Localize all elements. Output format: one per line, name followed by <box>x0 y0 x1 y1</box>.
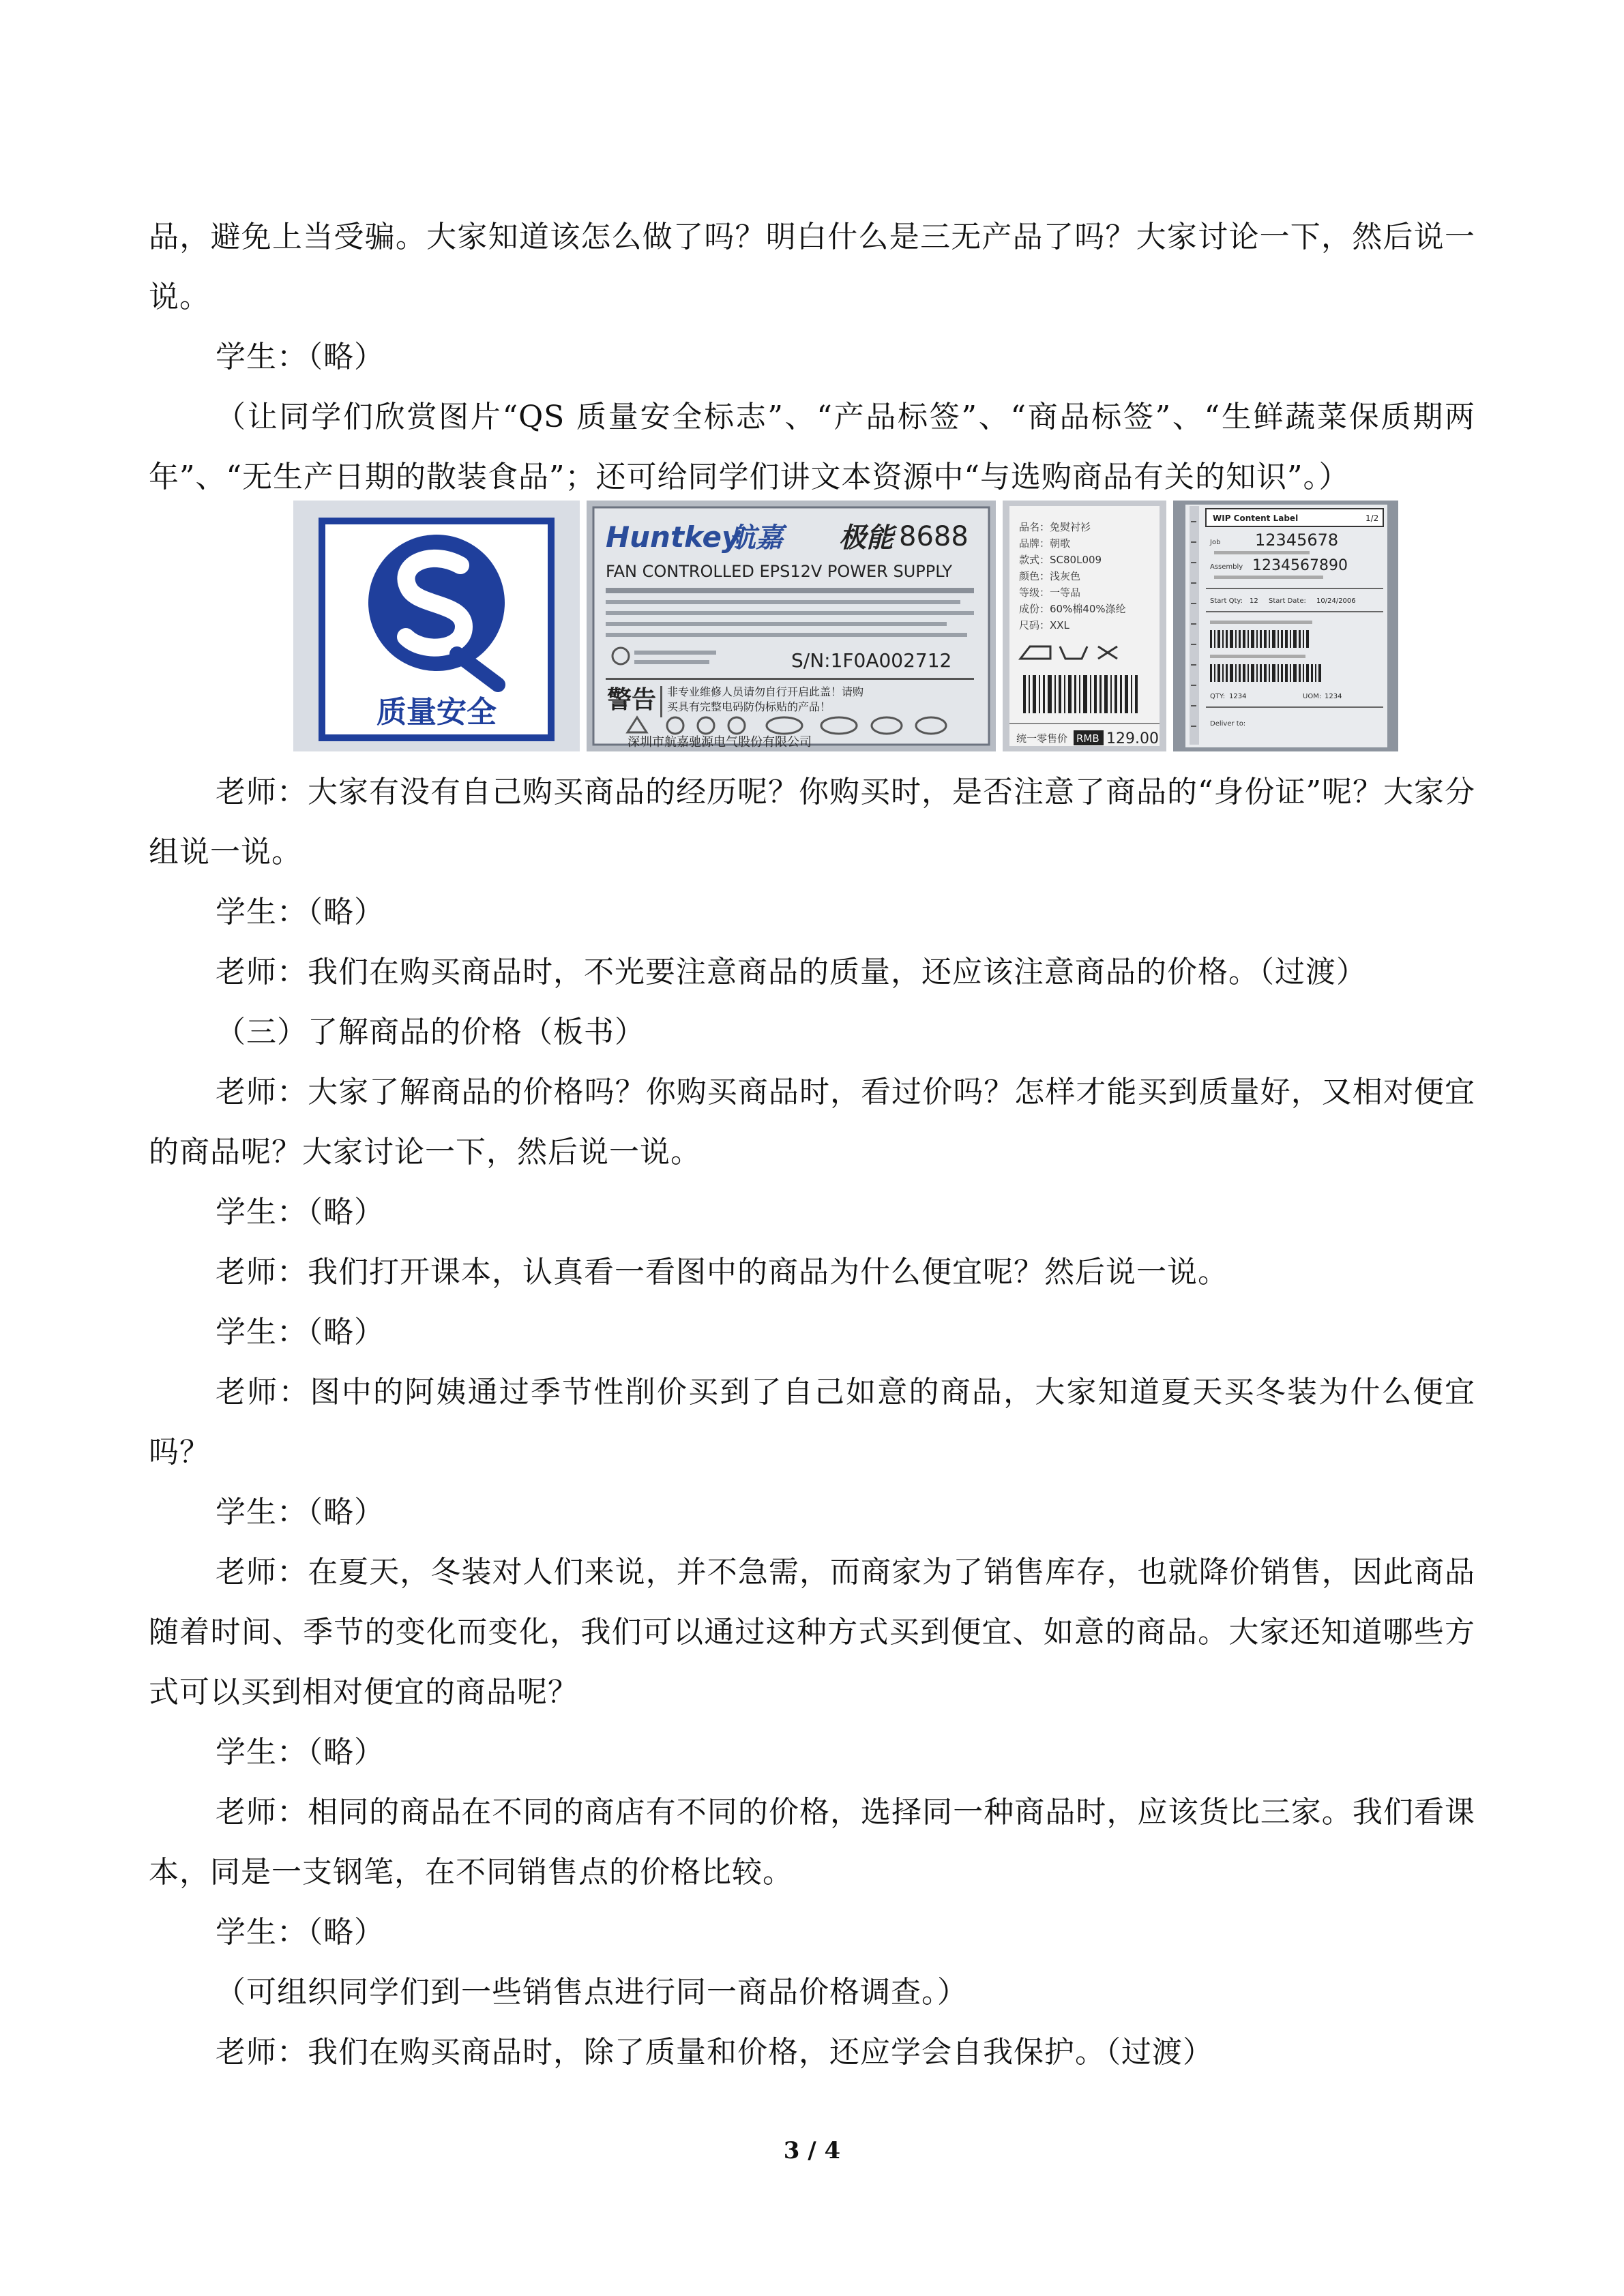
tag-line: 尺码：XXL <box>1019 619 1069 631</box>
paragraph: 学生：（略） <box>216 1195 385 1229</box>
wip-job: 12345678 <box>1255 531 1339 550</box>
price-value: 129.00 <box>1106 730 1159 747</box>
paragraph: 老师：图中的阿姨通过季节性削价买到了自己如意的商品，大家知道夏天买冬装为什么便宜吗？ <box>149 1375 1475 1470</box>
paragraph: 学生：（略） <box>216 340 385 374</box>
model-cn: 极能 <box>839 522 894 554</box>
power-supply-label-image <box>587 501 996 751</box>
serial-number: S/N:1F0A002712 <box>791 649 952 672</box>
model-number: 8688 <box>899 521 969 552</box>
wip-start-qty: 12 <box>1250 597 1258 605</box>
body-text-top <box>149 207 1475 507</box>
clothing-tag-image <box>1003 501 1166 751</box>
warning-title: 警告 <box>607 686 657 714</box>
product-subtitle: FAN CONTROLLED EPS12V POWER SUPPLY <box>606 562 953 581</box>
manufacturer: 深圳市航嘉驰源电气股份有限公司 <box>628 735 812 749</box>
paragraph: 学生：（略） <box>216 895 385 929</box>
wip-start-date: 10/24/2006 <box>1316 597 1356 605</box>
page-number: 3 / 4 <box>783 2137 841 2164</box>
section-heading: （三）了解商品的价格（板书） <box>216 1015 645 1049</box>
price-label: 统一零售价 <box>1016 732 1068 745</box>
tag-line: 品牌：朝歌 <box>1019 537 1071 550</box>
paragraph: 老师：大家了解商品的价格吗？你购买商品时，看过价吗？怎样才能买到质量好，又相对便宜的商品呢？大家讨论一下，然后说一说。 <box>149 1075 1475 1169</box>
wip-assembly-label: Assembly <box>1210 563 1243 571</box>
tag-line: 款式：SC80L009 <box>1019 554 1102 566</box>
paragraph: 老师：大家有没有自己购买商品的经历呢？你购买时，是否注意了商品的“身份证”呢？大家分组说一说。 <box>149 775 1475 869</box>
paragraph: 学生：（略） <box>216 1735 385 1770</box>
wip-deliver-label: Deliver to: <box>1210 720 1246 728</box>
qs-quality-mark-image <box>293 501 580 751</box>
wip-start-date-label: Start Date: <box>1269 597 1306 605</box>
wip-label-no: 1/2 <box>1365 513 1379 523</box>
figure-row <box>293 501 1398 751</box>
wip-title: WIP Content Label <box>1213 513 1299 523</box>
wip-qty: 1234 <box>1229 693 1247 700</box>
wip-start-qty-label: Start Qty: <box>1210 597 1243 605</box>
tag-line: 颜色：浅灰色 <box>1019 570 1081 582</box>
paragraph: 品，避免上当受骗。大家知道该怎么做了吗？明白什么是三无产品了吗？大家讨论一下，然后说一说。 <box>149 220 1475 314</box>
wip-uom-label: UOM: <box>1303 693 1322 700</box>
paragraph: 老师：相同的商品在不同的商店有不同的价格，选择同一种商品时，应该货比三家。我们看课本，同是一支钢笔，在不同销售点的价格比较。 <box>149 1795 1475 1890</box>
brand-cn: 航嘉 <box>728 522 783 554</box>
warning-text: 非专业维修人员请勿自行开启此盖！请购买具有完整电码防伪标贴的产品！ <box>667 685 864 713</box>
paragraph: 老师：我们打开课本，认真看一看图中的商品为什么便宜呢？然后说一说。 <box>216 1255 1228 1289</box>
paragraph: 老师：在夏天，冬装对人们来说，并不急需，而商家为了销售库存，也就降价销售，因此商品随着时间、季节的变化而变化，我们可以通过这种方式买到便宜、如意的商品。大家还知道哪些方式可以买到相对便宜的商品呢？ <box>149 1555 1475 1710</box>
tag-line: 等级：一等品 <box>1019 586 1081 599</box>
paragraph: 学生：（略） <box>216 1315 385 1350</box>
wip-job-label: Job <box>1210 539 1221 546</box>
tag-line: 品名：免熨衬衫 <box>1019 521 1091 533</box>
tag-line: 成份：60%棉40%涤纶 <box>1019 603 1126 615</box>
wip-content-label-image <box>1173 501 1398 751</box>
paragraph: （可组织同学们到一些销售点进行同一商品价格调查。） <box>216 1975 968 2010</box>
brand-name: Huntkey <box>606 520 741 554</box>
paragraph: 学生：（略） <box>216 1495 385 1530</box>
body-text-bottom <box>149 762 1475 2083</box>
wip-qty-label: QTY: <box>1210 693 1226 700</box>
wip-uom: 1234 <box>1325 693 1342 700</box>
paragraph: 老师：我们在购买商品时，不光要注意商品的质量，还应该注意商品的价格。（过渡） <box>216 955 1367 989</box>
wip-assembly: 1234567890 <box>1252 557 1348 574</box>
paragraph: （让同学们欣赏图片“QS 质量安全标志”、“产品标签”、“商品标签”、“生鲜蔬菜保质期两年”、“无生产日期的散装食品”；还可给同学们讲文本资源中“与选购商品有关的知识”。） <box>149 400 1475 494</box>
qs-caption: 质量安全 <box>377 695 497 730</box>
paragraph: 学生：（略） <box>216 1915 385 1950</box>
paragraph: 老师：我们在购买商品时，除了质量和价格，还应学会自我保护。（过渡） <box>216 2035 1213 2070</box>
price-currency: RMB <box>1076 732 1099 745</box>
